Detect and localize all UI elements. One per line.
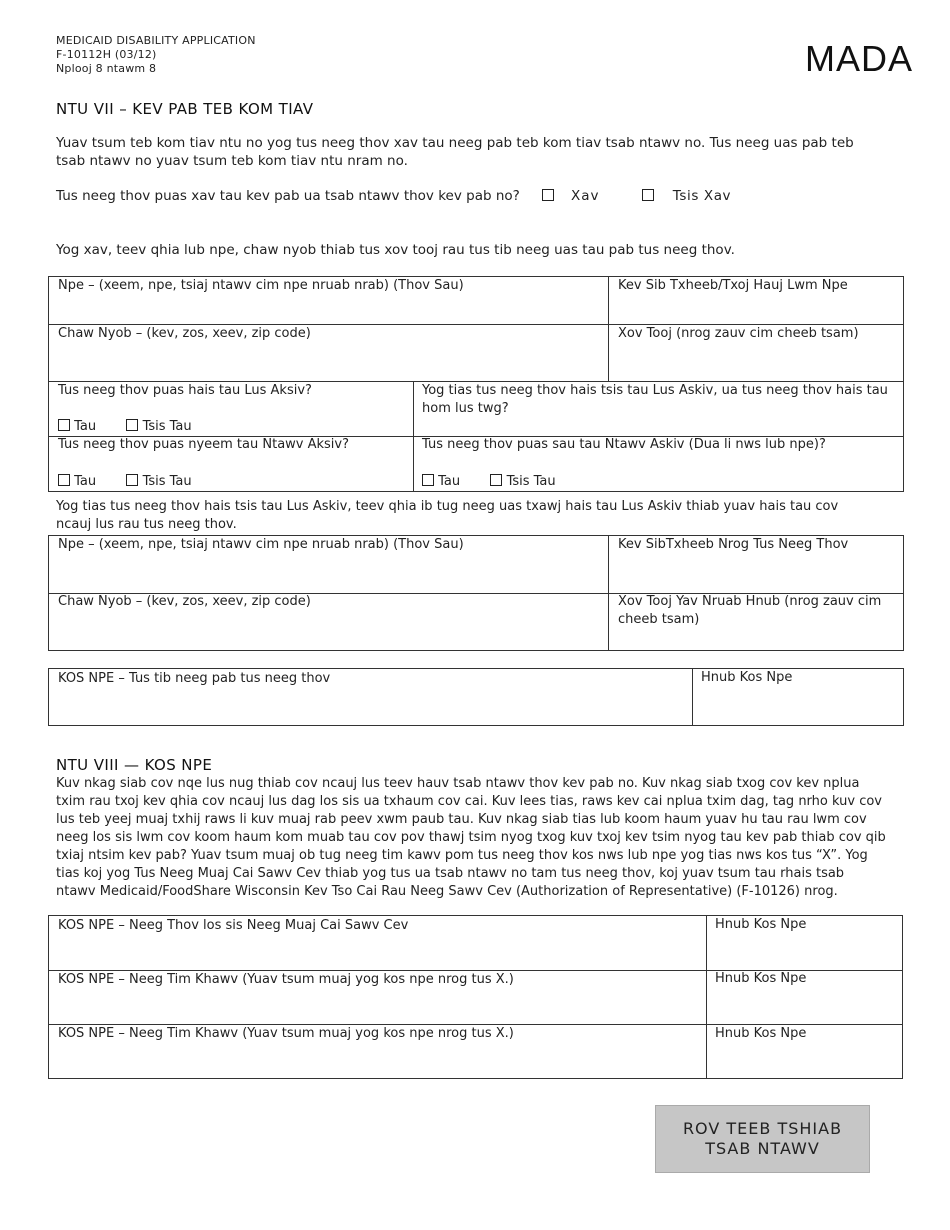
witness-1-signature-field[interactable]: KOS NPE – Neeg Tim Khawv (Yuav tsum muaj yog kos npe nrog tus X.): [58, 972, 514, 987]
assist-yes-label: Xav: [571, 188, 600, 204]
section-8-line: ntawv Medicaid/FoodShare Wisconsin Kev Tso Cai Rau Neeg Sawv Cev (Authorization of Representative) (F-10126) nrog.: [56, 884, 838, 899]
reset-form-button-line1: ROV TEEB TSHIAB: [682, 1119, 843, 1138]
applicant-signature-field[interactable]: KOS NPE – Neeg Thov los sis Neeg Muaj Cai Sawv Cev: [58, 918, 409, 933]
speak-english-question: Tus neeg thov puas hais tau Lus Aksiv?: [58, 383, 312, 398]
write-english-question: Tus neeg thov puas sau tau Ntawv Askiv (Dua li nws lub npe)?: [422, 437, 826, 452]
section-8-line: neeg los sis lwm cov koom haum kom muab tau cov pov thawj tsim nyog txog kuv txoj kev tsim nyog tau kev pab thiab cov qib: [56, 830, 886, 845]
assist-question: Tus neeg thov puas xav tau kev pab ua tsab ntawv thov kev pab no?: [56, 188, 520, 204]
form-number: F-10112H (03/12): [56, 48, 157, 61]
read-english-yes-label: Tau: [74, 474, 97, 489]
assist-no-checkbox[interactable]: [642, 189, 654, 201]
read-english-no-checkbox[interactable]: [126, 474, 138, 486]
read-english-yes-checkbox[interactable]: [58, 474, 70, 486]
section-8-line: lus teb yeej muaj txhij raws li kuv muaj rab peev xwm paub tau. Kuv nkag siab tias lub koom haum yuav hu tau rau lwm cov: [56, 812, 867, 827]
assist-question-row: [56, 187, 731, 205]
section-8-line: txim rau txoj kev qhia cov ncauj lus dag los sis ua txhaum cov cai. Kuv lees tias, raws kev cai nplua txim dag, tag nrho kuv cov: [56, 794, 882, 809]
section-7-title: NTU VII – KEV PAB TEB KOM TIAV: [56, 100, 314, 118]
interpreter-relationship-field[interactable]: Kev SibTxheeb Nrog Tus Neeg Thov: [618, 537, 849, 552]
witness-2-signature-field[interactable]: KOS NPE – Neeg Tim Khawv (Yuav tsum muaj yog kos npe nrog tus X.): [58, 1026, 514, 1041]
speak-english-no-label: Tsis Tau: [142, 419, 192, 434]
speak-english-no-checkbox[interactable]: [126, 419, 138, 431]
interpreter-name-field[interactable]: Npe – (xeem, npe, tsiaj ntawv cim npe nruab nrab) (Thov Sau): [58, 537, 464, 552]
write-english-options: [422, 473, 556, 491]
write-english-no-label: Tsis Tau: [506, 474, 556, 489]
interpreter-phone-field[interactable]: Xov Tooj Yav Nruab Hnub (nrog zauv cim cheeb tsam): [618, 594, 882, 627]
helper-signature-date-field[interactable]: Hnub Kos Npe: [701, 670, 793, 685]
helper-phone-field[interactable]: Xov Tooj (nrog zauv cim cheeb tsam): [618, 326, 859, 341]
helper-name-field[interactable]: Npe – (xeem, npe, tsiaj ntawv cim npe nruab nrab) (Thov Sau): [58, 278, 464, 293]
section-7-intro: Yuav tsum teb kom tiav ntu no yog tus neeg thov xav tau neeg pab teb kom tiav tsab ntawv no. Tus neeg uas pab teb tsab ntawv no yuav tsum teb kom tiav ntu nram no.: [56, 135, 854, 169]
witness-2-signature-date-field[interactable]: Hnub Kos Npe: [715, 1026, 807, 1041]
brand-logo: MADA: [805, 38, 914, 79]
speak-english-options: [58, 418, 192, 436]
applicant-signature-date-field[interactable]: Hnub Kos Npe: [715, 917, 807, 932]
read-english-no-label: Tsis Tau: [142, 474, 192, 489]
read-english-options: [58, 473, 192, 491]
speak-english-yes-label: Tau: [74, 419, 97, 434]
read-english-question: Tus neeg thov puas nyeem tau Ntawv Aksiv?: [58, 437, 350, 452]
helper-signature-field[interactable]: KOS NPE – Tus tib neeg pab tus neeg thov: [58, 671, 331, 686]
helper-relationship-field[interactable]: Kev Sib Txheeb/Txoj Hauj Lwm Npe: [618, 278, 848, 293]
write-english-no-checkbox[interactable]: [490, 474, 502, 486]
reset-form-button[interactable]: [655, 1105, 870, 1173]
form-title: MEDICAID DISABILITY APPLICATION: [56, 34, 256, 47]
signature-table: [48, 915, 903, 1079]
section-8-line: txiaj ntsim kev pab? Yuav tsum muaj ob tug neeg tim kawv pom tus neeg thov kos nws lub npe yog tias nws kos tus “X”. Yog: [56, 848, 868, 863]
section-8-line: tias koj yog Tus Neeg Muaj Cai Sawv Cev thiab yog tus ua tsab ntawv no tam tus neeg thov, koj yuav tsum tau rhais tsab: [56, 866, 845, 881]
interpreter-address-field[interactable]: Chaw Nyob – (kev, zos, xeev, zip code): [58, 594, 311, 609]
section-8-line: Kuv nkag siab cov nqe lus nug thiab cov ncauj lus teev hauv tsab ntawv thov kev pab no. Kuv nkag siab txog cov kev nplua: [56, 776, 860, 791]
write-english-yes-label: Tau: [438, 474, 461, 489]
witness-1-signature-date-field[interactable]: Hnub Kos Npe: [715, 971, 807, 986]
other-language-field[interactable]: Yog tias tus neeg thov hais tsis tau Lus Askiv, ua tus neeg thov hais tau hom lus twg?: [422, 383, 888, 416]
section-8-text: [56, 775, 886, 901]
helper-instruction: Yog xav, teev qhia lub npe, chaw nyob thiab tus xov tooj rau tus tib neeg uas tau pab tus neeg thov.: [56, 242, 735, 258]
write-english-yes-checkbox[interactable]: [422, 474, 434, 486]
helper-address-field[interactable]: Chaw Nyob – (kev, zos, xeev, zip code): [58, 326, 311, 341]
assist-no-label: Tsis Xav: [672, 188, 732, 204]
page-number: Nplooj 8 ntawm 8: [56, 62, 157, 75]
assist-yes-checkbox[interactable]: [542, 189, 554, 201]
reset-form-button-line2: TSAB NTAWV: [705, 1139, 820, 1158]
speak-english-yes-checkbox[interactable]: [58, 419, 70, 431]
interpreter-instruction: Yog tias tus neeg thov hais tsis tau Lus Askiv, teev qhia ib tug neeg uas txawj hais tau Lus Askiv thiab yuav hais tau cov ncauj lus rau tus neeg thov.: [56, 499, 839, 532]
section-8-title: NTU VIII — KOS NPE: [56, 756, 213, 774]
